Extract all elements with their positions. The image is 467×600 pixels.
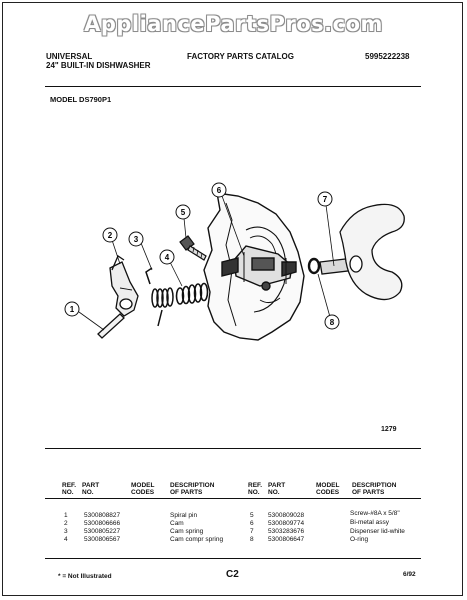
callout-5-label: 5 [180, 208, 186, 217]
spiral-pin-drawing [98, 314, 124, 338]
callout-6-label: 6 [216, 186, 222, 195]
table-header-rule [45, 498, 421, 499]
col-header-part-line1: PART [268, 482, 286, 489]
table-row [250, 512, 254, 519]
col-header-ref-line1: REF. [248, 482, 263, 489]
table-top-rule [45, 448, 421, 449]
table-bottom-rule [45, 558, 421, 559]
callout-6 [212, 183, 226, 197]
col-header-model-line1: MODEL [316, 482, 340, 489]
part-number: 5300809774 [268, 520, 305, 527]
catalog-number: 5995222238 [365, 52, 410, 61]
callout-7 [318, 192, 332, 206]
table-row [250, 520, 254, 527]
part-number: 5300806666 [84, 520, 121, 527]
col-header-ref-line2: NO. [248, 489, 260, 496]
col-header-model-line2: CODES [131, 489, 155, 496]
callout-7-label: 7 [322, 195, 328, 204]
callout-3 [129, 232, 143, 246]
catalog-title: FACTORY PARTS CATALOG [187, 52, 294, 61]
callout-2-label: 2 [107, 231, 113, 240]
col-header-desc-line1: DESCRIPTION [170, 482, 215, 489]
dispenser-lid-drawing [320, 204, 404, 299]
callout-1 [65, 302, 79, 316]
part-description: Spiral pin [170, 512, 198, 519]
col-header-model-left [131, 482, 154, 496]
catalog-date: 6/92 [403, 571, 416, 578]
col-header-part-line2: NO. [82, 489, 94, 496]
cam-spring-drawing [146, 268, 173, 326]
part-number: 5300806647 [268, 536, 305, 543]
drawing-code: 1279 [381, 426, 397, 433]
part-description: Cam spring [170, 528, 204, 535]
callout-8-label: 8 [329, 318, 335, 327]
col-header-part-line2: NO. [268, 489, 280, 496]
o-ring-drawing [309, 259, 319, 273]
col-header-model-line1: MODEL [131, 482, 155, 489]
col-header-desc-line2: OF PARTS [352, 489, 385, 496]
brand-line-1: UNIVERSAL [46, 52, 93, 61]
table-row [64, 520, 68, 527]
table-row [64, 512, 68, 519]
screw-drawing [180, 236, 206, 260]
table-row [64, 528, 68, 535]
callout-3-label: 3 [133, 235, 139, 244]
part-description: Bi-metal assy [350, 519, 390, 526]
part-description: Cam compr spring [170, 536, 224, 543]
col-header-desc-right [352, 482, 396, 496]
cam-compression-spring-drawing [177, 284, 208, 305]
col-header-desc-line1: DESCRIPTION [352, 482, 397, 489]
ref-number: 4 [64, 536, 68, 543]
cam-drawing [110, 256, 138, 316]
brand-line-2: 24" BUILT-IN DISHWASHER [46, 61, 151, 70]
callout-5 [176, 205, 190, 219]
col-header-ref-line2: NO. [62, 489, 74, 496]
part-description: Dispenser lid-white [350, 528, 405, 535]
table-row [250, 528, 254, 535]
col-header-ref-line1: REF. [62, 482, 77, 489]
col-header-model-line2: CODES [316, 489, 340, 496]
callout-2 [103, 228, 117, 242]
col-header-model-right [316, 482, 339, 496]
col-header-part-right [268, 482, 285, 496]
col-header-part-line1: PART [82, 482, 100, 489]
part-number: 5303283676 [268, 528, 305, 535]
watermark: AppliancePartsPros.com [84, 12, 383, 36]
callout-1-label: 1 [69, 305, 75, 314]
col-header-desc-left [170, 482, 214, 496]
ref-number: 1 [64, 512, 68, 519]
part-description: Cam [170, 520, 184, 527]
ref-number: 7 [250, 528, 254, 535]
callout-4 [160, 250, 174, 264]
part-description: O-ring [350, 536, 369, 543]
col-header-ref-left [62, 482, 76, 496]
col-header-part-left [82, 482, 99, 496]
not-illustrated-note: * = Not Illustrated [58, 573, 112, 580]
col-header-desc-line2: OF PARTS [170, 489, 203, 496]
ref-number: 3 [64, 528, 68, 535]
ref-number: 6 [250, 520, 254, 527]
callout-8 [325, 315, 339, 329]
part-description: Screw-#8A x 5/8" [350, 510, 400, 517]
part-number: 5300806567 [84, 536, 121, 543]
part-number: 5300809028 [268, 512, 305, 519]
table-row [250, 536, 254, 543]
part-number: 5300805227 [84, 528, 121, 535]
col-header-ref-right [248, 482, 262, 496]
ref-number: 2 [64, 520, 68, 527]
page-number: C2 [226, 569, 239, 580]
part-number: 5300808827 [84, 512, 121, 519]
bi-metal-assembly-drawing [204, 193, 304, 340]
ref-number: 8 [250, 536, 254, 543]
table-row [64, 536, 68, 543]
callout-4-label: 4 [164, 253, 170, 262]
ref-number: 5 [250, 512, 254, 519]
model-label: MODEL DS790P1 [50, 95, 112, 104]
